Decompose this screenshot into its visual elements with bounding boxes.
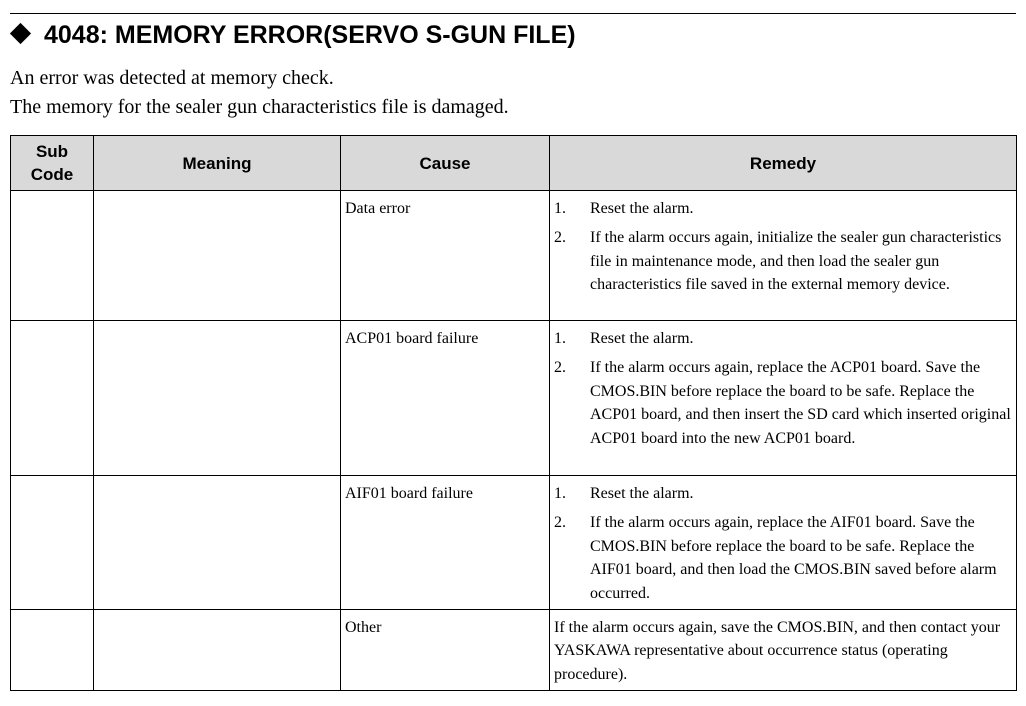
table-row — [11, 610, 1017, 691]
step-text: Reset the alarm. — [590, 485, 694, 502]
sub-code-cell — [11, 610, 94, 691]
page-title — [10, 20, 576, 50]
remedy-step — [554, 226, 1012, 296]
remedy-steps — [554, 197, 1012, 297]
meaning-cell — [94, 476, 341, 610]
remedy-steps — [554, 482, 1012, 605]
step-text: If the alarm occurs again, replace the ACP01 board. Save the CMOS.BIN before replace the board to be safe. Replace the ACP01 board, and then insert the SD card which inserted original ACP01 board into the new ACP01 board. — [590, 359, 1011, 447]
cause-cell: Other — [341, 610, 550, 691]
step-number: 2. — [554, 359, 566, 377]
step-number: 2. — [554, 514, 566, 532]
page-title-text: 4048: MEMORY ERROR(SERVO S-GUN FILE) — [44, 21, 576, 49]
cause-cell: AIF01 board failure — [341, 476, 550, 610]
header-sub-code: Sub Code — [11, 136, 94, 191]
intro-line-2: The memory for the sealer gun characteristics file is damaged. — [10, 96, 509, 118]
header-cause: Cause — [341, 136, 550, 191]
cause-cell: ACP01 board failure — [341, 321, 550, 476]
step-number: 1. — [554, 485, 566, 502]
remedy-step — [554, 197, 1012, 220]
sub-code-cell — [11, 476, 94, 610]
remedy-cell: If the alarm occurs again, save the CMOS.BIN, and then contact your YASKAWA representative about occurrence status (operating procedure). — [550, 610, 1017, 691]
cause-cell: Data error — [341, 191, 550, 321]
remedy-cell — [550, 191, 1017, 321]
step-text: If the alarm occurs again, replace the AIF01 board. Save the CMOS.BIN before replace the board to be safe. Replace the AIF01 board, and then load the CMOS.BIN saved before alarm occurred. — [590, 514, 997, 602]
table-row — [11, 321, 1017, 476]
header-meaning: Meaning — [94, 136, 341, 191]
header-remedy: Remedy — [550, 136, 1017, 191]
sub-code-cell — [11, 191, 94, 321]
diamond-bullet-icon — [10, 23, 31, 44]
remedy-step — [554, 356, 1012, 450]
remedy-step — [554, 511, 1012, 605]
step-text: Reset the alarm. — [590, 200, 694, 217]
step-text: If the alarm occurs again, initialize the sealer gun characteristics file in maintenance mode, and then load the sealer gun characteristics file saved in the external memory device. — [590, 229, 1002, 294]
intro-line-1: An error was detected at memory check. — [10, 67, 334, 89]
remedy-cell — [550, 321, 1017, 476]
step-text: Reset the alarm. — [590, 330, 694, 347]
step-number: 1. — [554, 330, 566, 347]
error-table — [10, 135, 1017, 691]
table-row — [11, 476, 1017, 610]
remedy-cell — [550, 476, 1017, 610]
step-number: 2. — [554, 229, 566, 247]
meaning-cell — [94, 321, 341, 476]
meaning-cell — [94, 191, 341, 321]
remedy-step — [554, 482, 1012, 505]
remedy-steps — [554, 327, 1012, 450]
remedy-step — [554, 327, 1012, 350]
top-rule — [10, 13, 1016, 14]
intro-text — [10, 64, 509, 122]
sub-code-cell — [11, 321, 94, 476]
table-header-row — [11, 136, 1017, 191]
meaning-cell — [94, 610, 341, 691]
table-row — [11, 191, 1017, 321]
step-number: 1. — [554, 200, 566, 217]
